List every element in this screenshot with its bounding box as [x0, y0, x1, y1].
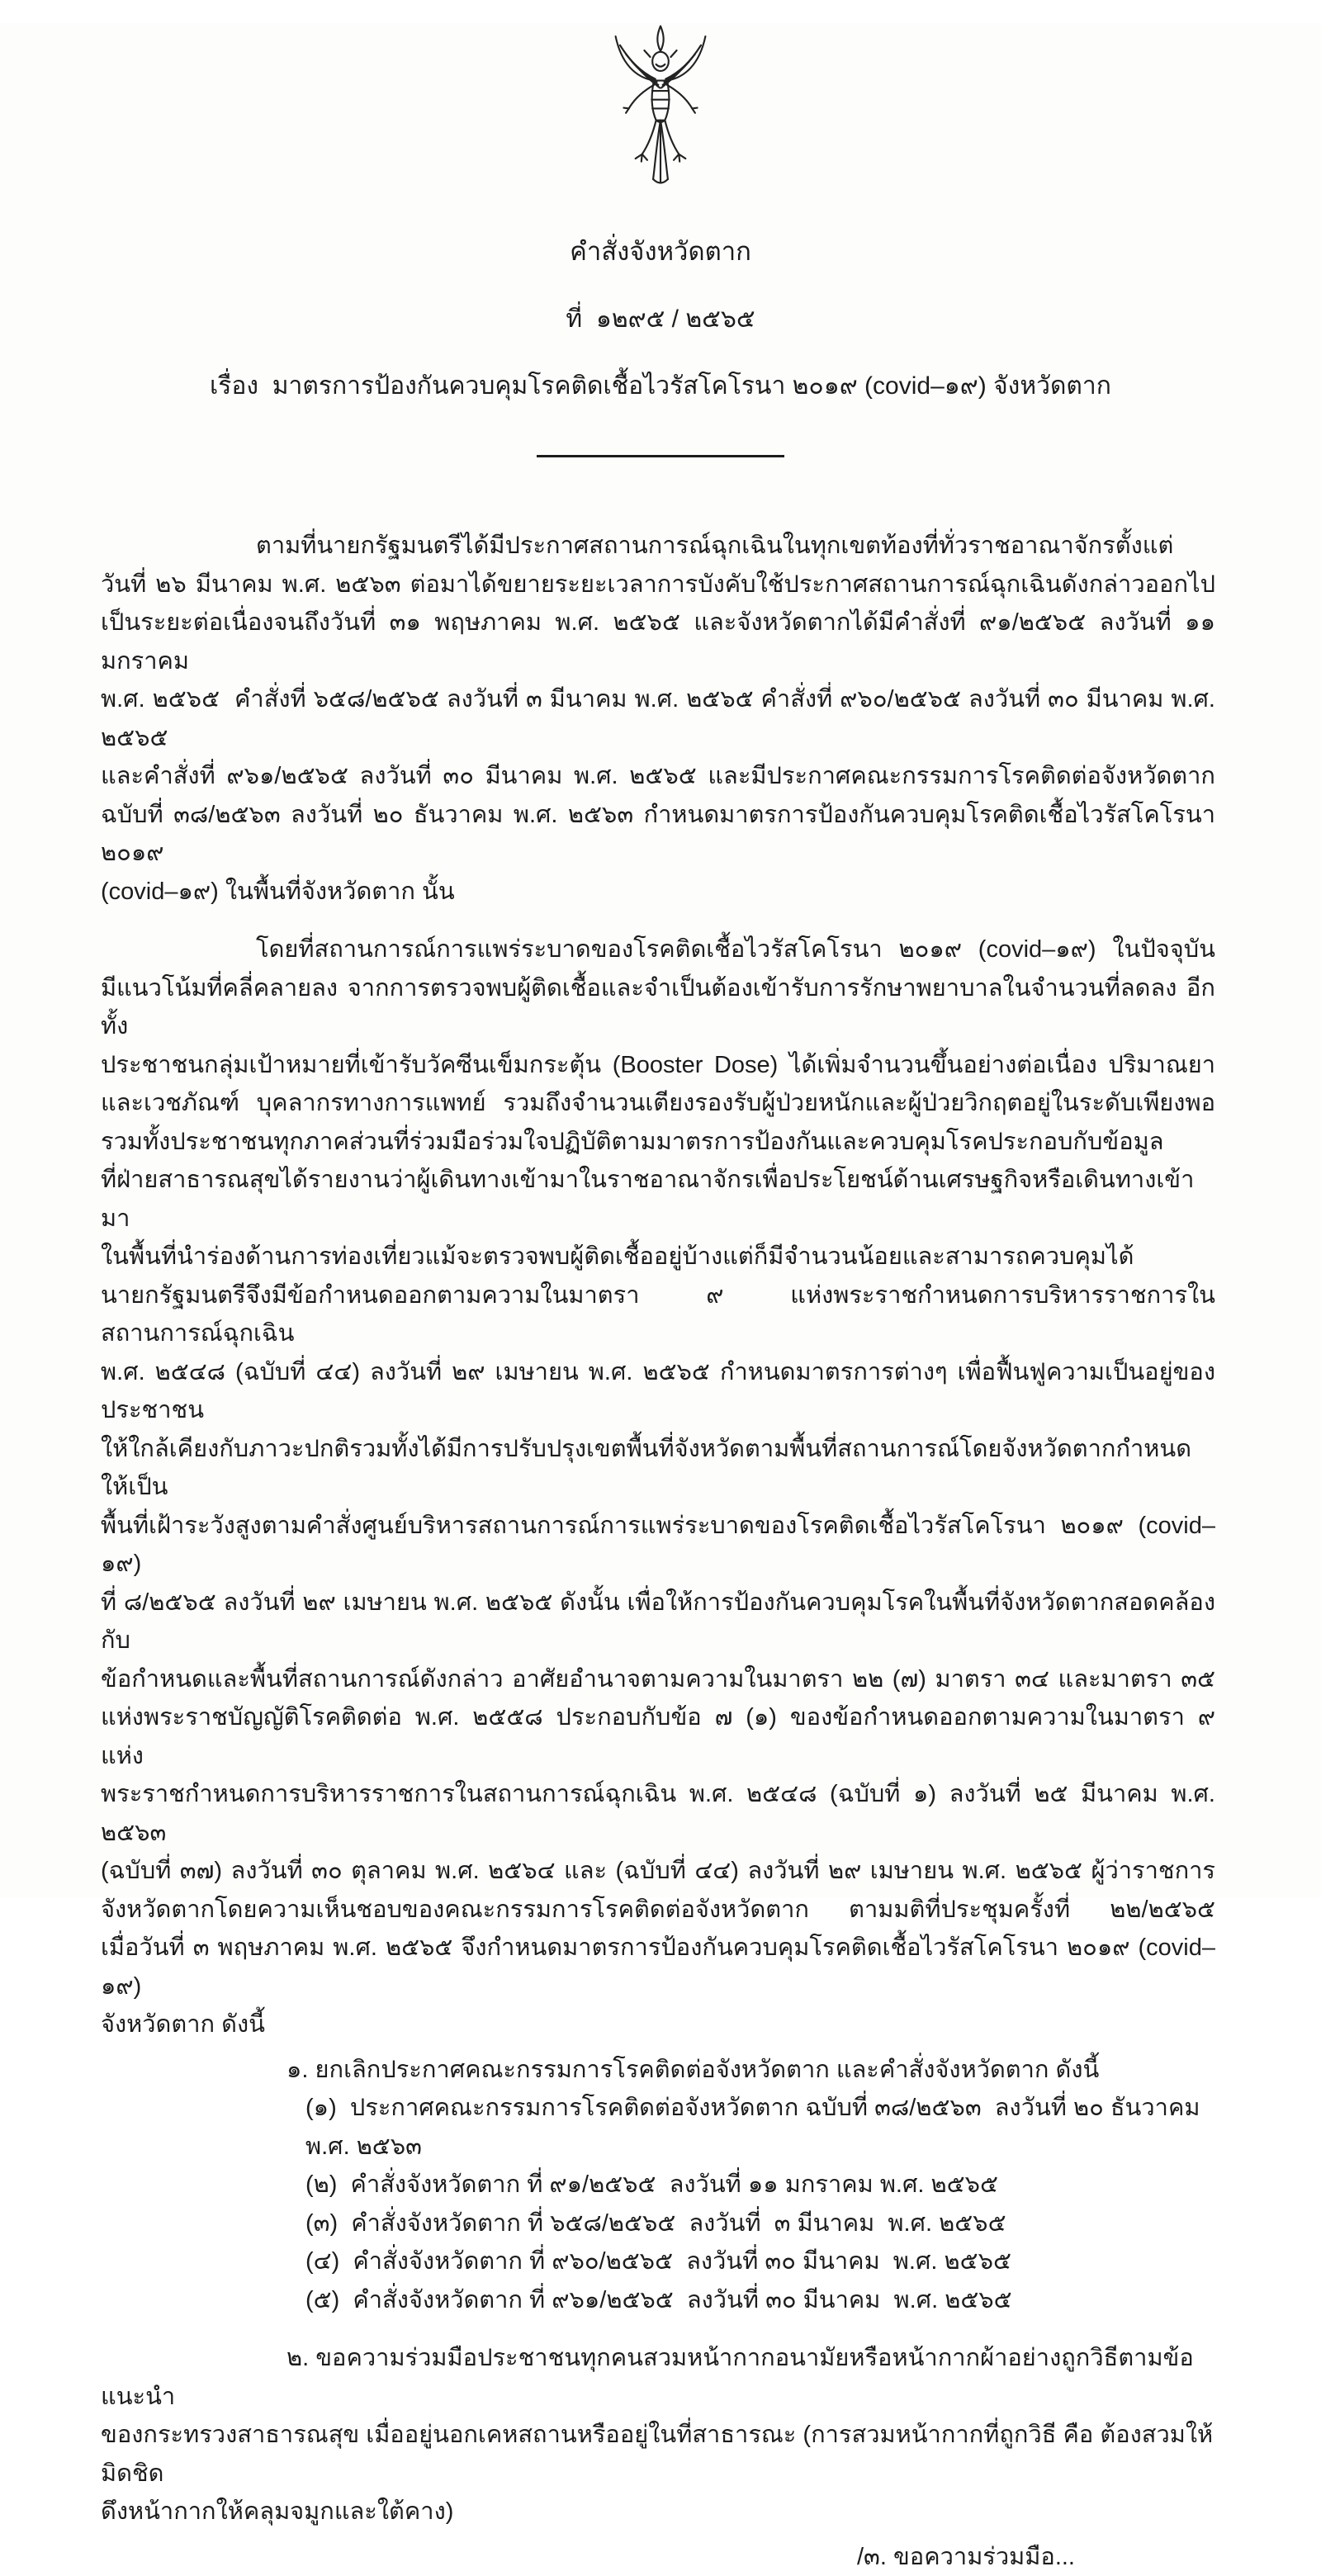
document-text-line: โดยที่สถานการณ์การแพร่ระบาดของโรคติดเชื้อไวรัสโคโรนา ๒๐๑๙ (covid–๑๙) ในปัจจุบัน — [101, 930, 1215, 969]
document-body — [101, 527, 1215, 2576]
clause-2-paragraph — [101, 2339, 1215, 2531]
preamble-paragraph — [101, 527, 1215, 911]
clause-1 — [101, 2051, 1215, 2320]
document-text-line: (ฉบับที่ ๓๗) ลงวันที่ ๓๐ ตุลาคม พ.ศ. ๒๕๖๔ และ (ฉบับที่ ๔๔) ลงวันที่ ๒๙ เมษายน พ.ศ. ๒๕๖๕ ผู้ว่าราชการ — [101, 1852, 1215, 1891]
header-divider — [537, 455, 784, 457]
garuda-emblem-icon — [598, 23, 723, 200]
clause-1-item: (๒) คำสั่งจังหวัดตาก ที่ ๙๑/๒๕๖๕ ลงวันที่ ๑๑ มกราคม พ.ศ. ๒๕๖๕ — [101, 2166, 1215, 2204]
document-text-line: และคำสั่งที่ ๙๖๑/๒๕๖๕ ลงวันที่ ๓๐ มีนาคม พ.ศ. ๒๕๖๕ และมีประกาศคณะกรรมการโรคติดต่อจังหวัดตาก — [101, 757, 1215, 796]
clause-1-item: (๔) คำสั่งจังหวัดตาก ที่ ๙๖๐/๒๕๖๕ ลงวันที่ ๓๐ มีนาคม พ.ศ. ๒๕๖๕ — [101, 2242, 1215, 2281]
document-number: ที่ ๑๒๙๕ / ๒๕๖๕ — [0, 301, 1321, 338]
document-text-line: เมื่อวันที่ ๓ พฤษภาคม พ.ศ. ๒๕๖๕ จึงกำหนดมาตรการป้องกันควบคุมโรคติดเชื้อไวรัสโคโรนา ๒๐๑๙ (covid–๑๙) — [101, 1929, 1215, 2005]
document-text-line: เป็นระยะต่อเนื่องจนถึงวันที่ ๓๑ พฤษภาคม พ.ศ. ๒๕๖๕ และจังหวัดตากได้มีคำสั่งที่ ๙๑/๒๕๖๕ ลงวันที่ ๑๑ มกราคม — [101, 604, 1215, 680]
clause-1-item: (๓) คำสั่งจังหวัดตาก ที่ ๖๕๘/๒๕๖๕ ลงวันที่ ๓ มีนาคม พ.ศ. ๒๕๖๕ — [101, 2204, 1215, 2243]
document-text-line: พ.ศ. ๒๕๖๕ คำสั่งที่ ๖๕๘/๒๕๖๕ ลงวันที่ ๓ มีนาคม พ.ศ. ๒๕๖๕ คำสั่งที่ ๙๖๐/๒๕๖๕ ลงวันที่ ๓๐ มีนาคม พ.ศ. ๒๕๖๕ — [101, 680, 1215, 757]
document-text-line: ดึงหน้ากากให้คลุมจมูกและใต้คาง) — [101, 2493, 1215, 2531]
document-text-line: ข้อกำหนดและพื้นที่สถานการณ์ดังกล่าว อาศัยอำนาจตามความในมาตรา ๒๒ (๗) มาตรา ๓๔ และมาตรา ๓๕ — [101, 1660, 1215, 1699]
clause-1-item: (๕) คำสั่งจังหวัดตาก ที่ ๙๖๑/๒๕๖๕ ลงวันที่ ๓๐ มีนาคม พ.ศ. ๒๕๖๕ — [101, 2281, 1215, 2320]
document-text-line: มีแนวโน้มที่คลี่คลายลง จากการตรวจพบผู้ติดเชื้อและจำเป็นต้องเข้ารับการรักษาพยาบาลในจำนวนที่ลดลง อีกทั้ง — [101, 969, 1215, 1046]
document-text-line: ๒. ขอความร่วมมือประชาชนทุกคนสวมหน้ากากอนามัยหรือหน้ากากผ้าอย่างถูกวิธีตามข้อแนะนำ — [101, 2339, 1215, 2416]
document-text-line: และเวชภัณฑ์ บุคลากรทางการแพทย์ รวมถึงจำนวนเตียงรองรับผู้ป่วยหนักและผู้ป่วยวิกฤตอยู่ในระดับเพียงพอ — [101, 1084, 1215, 1123]
document-text-line: รวมทั้งประชาชนทุกภาคส่วนที่ร่วมมือร่วมใจปฏิบัติตามมาตรการป้องกันและควบคุมโรคประกอบกับข้อมูล — [101, 1123, 1215, 1162]
clause-1-item: (๑) ประกาศคณะกรรมการโรคติดต่อจังหวัดตาก ฉบับที่ ๓๘/๒๕๖๓ ลงวันที่ ๒๐ ธันวาคม พ.ศ. ๒๕๖๓ — [101, 2089, 1215, 2166]
document-text-line: ในพื้นที่นำร่องด้านการท่องเที่ยวแม้จะตรวจพบผู้ติดเชื้ออยู่บ้างแต่ก็มีจำนวนน้อยและสามารถควบคุมได้ — [101, 1238, 1215, 1276]
document-page — [0, 23, 1321, 1897]
continuation-note: /๓. ขอความร่วมมือ... — [101, 2538, 1215, 2576]
document-text-line: ที่ฝ่ายสาธารณสุขได้รายงานว่าผู้เดินทางเข้ามาในราชอาณาจักรเพื่อประโยชน์ด้านเศรษฐกิจหรือเดินทางเข้ามา — [101, 1161, 1215, 1238]
document-text-line: นายกรัฐมนตรีจึงมีข้อกำหนดออกตามความในมาตรา ๙ แห่งพระราชกำหนดการบริหารราชการในสถานการณ์ฉุกเฉิน — [101, 1276, 1215, 1353]
document-text-line: ของกระทรวงสาธารณสุข เมื่ออยู่นอกเคหสถานหรืออยู่ในที่สาธารณะ (การสวมหน้ากากที่ถูกวิธี คือ ต้องสวมให้มิดชิด — [101, 2416, 1215, 2493]
document-text-line: ให้ใกล้เคียงกับภาวะปกติรวมทั้งได้มีการปรับปรุงเขตพื้นที่จังหวัดตามพื้นที่สถานการณ์โดยจังหวัดตากกำหนดให้เป็น — [101, 1430, 1215, 1507]
document-text-line: วันที่ ๒๖ มีนาคม พ.ศ. ๒๕๖๓ ต่อมาได้ขยายระยะเวลาการบังคับใช้ประกาศสถานการณ์ฉุกเฉินดังกล่าวออกไป — [101, 566, 1215, 604]
document-text-line: แห่งพระราชบัญญัติโรคติดต่อ พ.ศ. ๒๕๕๘ ประกอบกับข้อ ๗ (๑) ของข้อกำหนดออกตามความในมาตรา ๙ แห่ง — [101, 1698, 1215, 1775]
clause-1-heading: ๑. ยกเลิกประกาศคณะกรรมการโรคติดต่อจังหวัดตาก และคำสั่งจังหวัดตาก ดังนี้ — [101, 2051, 1215, 2090]
document-text-line: จังหวัดตาก ดังนี้ — [101, 2005, 1215, 2044]
document-text-line: จังหวัดตากโดยความเห็นชอบของคณะกรรมการโรคติดต่อจังหวัดตาก ตามมติที่ประชุมครั้งที่ ๒๒/๒๕๖๕ — [101, 1891, 1215, 1930]
rationale-paragraph — [101, 930, 1215, 2044]
document-text-line: ประชาชนกลุ่มเป้าหมายที่เข้ารับวัคซีนเข็มกระตุ้น (Booster Dose) ได้เพิ่มจำนวนขึ้นอย่างต่อเนื่อง ปริมาณยา — [101, 1046, 1215, 1085]
document-text-line: พ.ศ. ๒๕๔๘ (ฉบับที่ ๔๔) ลงวันที่ ๒๙ เมษายน พ.ศ. ๒๕๖๕ กำหนดมาตรการต่างๆ เพื่อฟื้นฟูความเป็นอยู่ของประชาชน — [101, 1353, 1215, 1430]
header-block — [0, 203, 1321, 487]
document-text-line: ตามที่นายกรัฐมนตรีได้มีประกาศสถานการณ์ฉุกเฉินในทุกเขตท้องที่ทั่วราชอาณาจักรตั้งแต่ — [101, 527, 1215, 566]
document-text-line: ที่ ๘/๒๕๖๕ ลงวันที่ ๒๙ เมษายน พ.ศ. ๒๕๖๕ ดังนั้น เพื่อให้การป้องกันควบคุมโรคในพื้นที่จังหวัดตากสอดคล้องกับ — [101, 1584, 1215, 1660]
document-text-line: ฉบับที่ ๓๘/๒๕๖๓ ลงวันที่ ๒๐ ธันวาคม พ.ศ. ๒๕๖๓ กำหนดมาตรการป้องกันควบคุมโรคติดเชื้อไวรัสโคโรนา ๒๐๑๙ — [101, 796, 1215, 873]
document-subject: เรื่อง มาตรการป้องกันควบคุมโรคติดเชื้อไวรัสโคโรนา ๒๐๑๙ (covid–๑๙) จังหวัดตาก — [0, 367, 1321, 405]
document-text-line: (covid–๑๙) ในพื้นที่จังหวัดตาก นั้น — [101, 873, 1215, 912]
document-title: คำสั่งจังหวัดตาก — [0, 233, 1321, 271]
document-text-line: พระราชกำหนดการบริหารราชการในสถานการณ์ฉุกเฉิน พ.ศ. ๒๕๔๘ (ฉบับที่ ๑) ลงวันที่ ๒๕ มีนาคม พ.ศ. ๒๕๖๓ — [101, 1775, 1215, 1852]
document-text-line: พื้นที่เฝ้าระวังสูงตามคำสั่งศูนย์บริหารสถานการณ์การแพร่ระบาดของโรคติดเชื้อไวรัสโคโรนา ๒๐๑๙ (covid–๑๙) — [101, 1507, 1215, 1584]
